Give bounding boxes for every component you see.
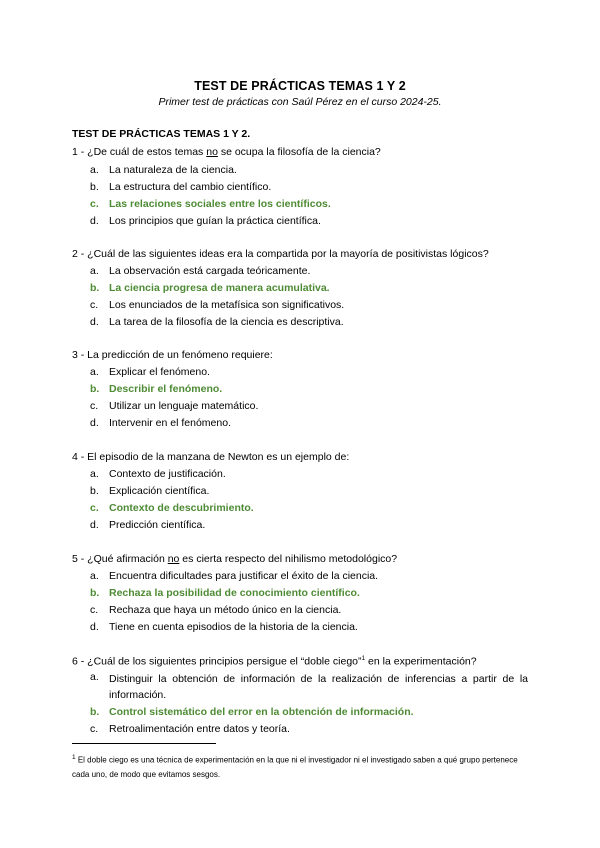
option-text: La naturaleza de la ciencia. bbox=[109, 164, 237, 176]
question-5-text-end: es cierta respecto del nihilismo metodológico? bbox=[179, 553, 398, 565]
question-4: 4 - El episodio de la manzana de Newton es un ejemplo de: bbox=[72, 451, 350, 463]
option-text: La ciencia progresa de manera acumulativa. bbox=[109, 282, 330, 294]
option-letter: a. bbox=[90, 265, 99, 277]
option-letter: a. bbox=[90, 366, 99, 378]
question-6 bbox=[72, 655, 477, 668]
option-letter: c. bbox=[90, 299, 99, 311]
question-2: 2 - ¿Cuál de las siguientes ideas era la compartida por la mayoría de positivistas lógicos? bbox=[72, 248, 489, 260]
option-text: Encuentra dificultades para justificar el éxito de la ciencia. bbox=[109, 570, 379, 582]
document-title: TEST DE PRÁCTICAS TEMAS 1 Y 2 bbox=[194, 79, 406, 93]
option-letter: d. bbox=[90, 215, 99, 227]
question-1-emphasis: no bbox=[206, 146, 218, 158]
option-text: Retroalimentación entre datos y teoría. bbox=[109, 723, 290, 735]
option-letter: d. bbox=[90, 519, 99, 531]
option-text: Predicción científica. bbox=[109, 519, 206, 531]
footnote-marker: 1 bbox=[72, 754, 76, 761]
document-subtitle: Primer test de prácticas con Saúl Pérez en el curso 2024-25. bbox=[158, 96, 442, 108]
question-5-emphasis: no bbox=[167, 553, 180, 565]
question-1 bbox=[72, 146, 381, 158]
option-text: Contexto de justificación. bbox=[109, 468, 226, 480]
option-text: Los principios que guían la práctica científica. bbox=[109, 215, 321, 227]
option-letter: b. bbox=[90, 282, 100, 294]
option-letter: c. bbox=[90, 604, 99, 616]
footnote-text: El doble ciego es una técnica de experimentación en la que ni el investigador ni el investigado saben a qué grupo pertenece cada uno, de modo que evitamos sesgos. bbox=[72, 755, 518, 779]
option-text: Contexto de descubrimiento. bbox=[109, 502, 254, 514]
footnote bbox=[72, 751, 528, 782]
option-text: Rechaza que haya un método único en la ciencia. bbox=[109, 604, 342, 616]
option-letter: d. bbox=[90, 621, 99, 633]
option-letter: c. bbox=[90, 198, 99, 210]
option-text: Distinguir la obtención de información de la realización de inferencias a partir de la información. bbox=[109, 673, 528, 701]
option-letter: d. bbox=[90, 316, 99, 328]
option-text: Explicación científica. bbox=[109, 485, 210, 497]
question-5 bbox=[72, 553, 397, 565]
option-text: Intervenir en el fenómeno. bbox=[109, 417, 231, 429]
question-1-text-end: se ocupa la filosofía de la ciencia? bbox=[217, 146, 381, 158]
option-text: La tarea de la filosofía de la ciencia es descriptiva. bbox=[109, 316, 344, 328]
option-text: Utilizar un lenguaje matemático. bbox=[109, 400, 259, 412]
option-letter: a. bbox=[90, 468, 99, 480]
footnote-reference: 1 bbox=[361, 655, 366, 662]
option-letter: a. bbox=[90, 164, 99, 176]
question-6-text-end: en la experimentación? bbox=[365, 655, 477, 668]
option-text: Las relaciones sociales entre los científicos. bbox=[109, 198, 331, 210]
question-5-text: 5 - ¿Qué afirmación bbox=[72, 553, 168, 565]
option-text: Los enunciados de la metafísica son significativos. bbox=[109, 299, 345, 311]
option-text: Describir el fenómeno. bbox=[109, 383, 223, 395]
option-letter: b. bbox=[90, 383, 100, 395]
option-letter: a. bbox=[90, 570, 99, 582]
question-6-text: 6 - ¿Cuál de los siguientes principios persigue el “doble ciego” bbox=[72, 655, 362, 668]
option-text: Control sistemático del error en la obtención de información. bbox=[109, 706, 414, 718]
option-letter: b. bbox=[90, 587, 100, 599]
section-title: TEST DE PRÁCTICAS TEMAS 1 Y 2. bbox=[72, 128, 251, 140]
option-letter: c. bbox=[90, 723, 99, 735]
option-letter: b. bbox=[90, 706, 100, 718]
option-text: La observación está cargada teóricamente. bbox=[109, 265, 311, 277]
option-letter: c. bbox=[90, 400, 99, 412]
option-letter: d. bbox=[90, 417, 99, 429]
option-letter: a. bbox=[90, 671, 99, 683]
question-3: 3 - La predicción de un fenómeno requiere: bbox=[72, 349, 273, 361]
option-text: Tiene en cuenta episodios de la historia de la ciencia. bbox=[109, 621, 358, 633]
option-text: La estructura del cambio científico. bbox=[109, 181, 272, 193]
option-text: Explicar el fenómeno. bbox=[109, 366, 210, 378]
option-text: Rechaza la posibilidad de conocimiento científico. bbox=[109, 587, 360, 599]
question-1-text: 1 - ¿De cuál de estos temas bbox=[72, 146, 207, 158]
footnote-separator bbox=[72, 743, 216, 744]
option-letter: b. bbox=[90, 485, 99, 497]
option-letter: b. bbox=[90, 181, 99, 193]
option-letter: c. bbox=[90, 502, 99, 514]
